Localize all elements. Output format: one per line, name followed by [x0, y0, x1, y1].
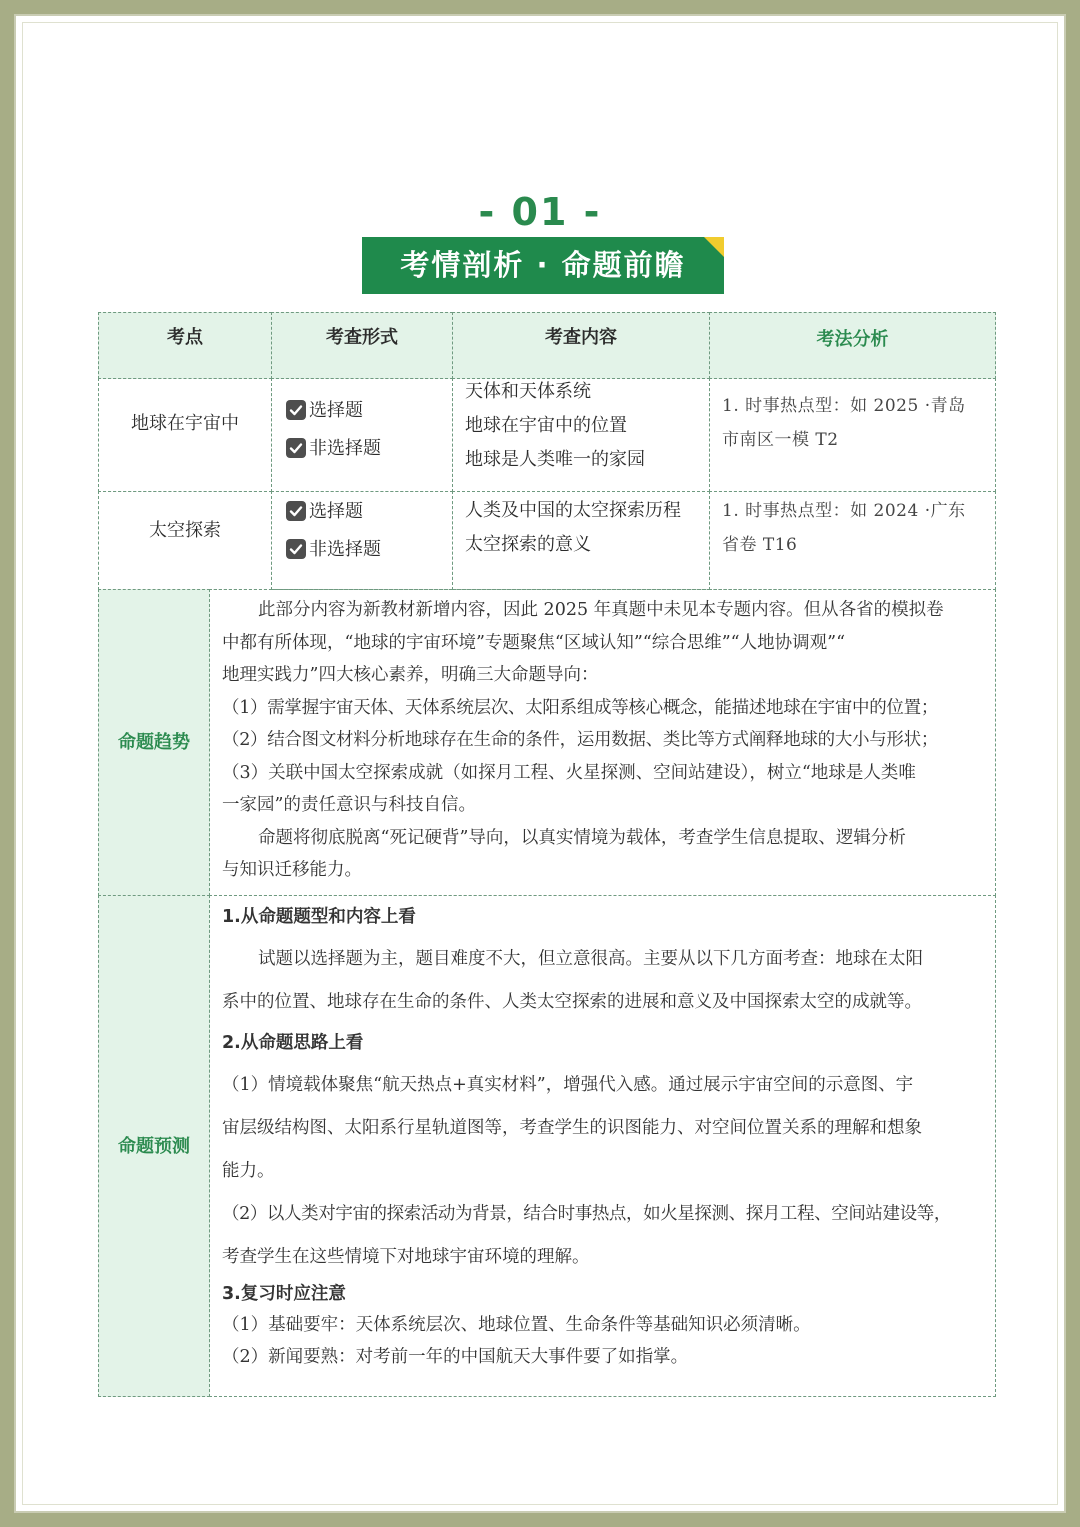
prediction-line: （1）基础要牢：天体系统层次、地球位置、生命条件等基础知识必须清晰。	[222, 1315, 811, 1335]
content-item: 地球是人类唯一的家园	[465, 449, 645, 470]
prediction-heading: 2.从命题思路上看	[222, 1033, 364, 1053]
checkbox-checked-icon	[286, 400, 306, 420]
section-title: 考情剖析 · 命题前瞻	[400, 248, 686, 282]
trend-label: 命题趋势	[98, 589, 210, 896]
trend-line: 一家园”的责任意识与科技自信。	[222, 795, 476, 815]
trend-line: 命题将彻底脱离“死记硬背”导向，以真实情境为载体，考查学生信息提取、逻辑分析	[258, 827, 906, 848]
content-item: 人类及中国的太空探索历程	[465, 500, 681, 521]
analysis-line: 市南区一模 T2	[722, 430, 839, 450]
content-item: 太空探索的意义	[465, 534, 591, 555]
row2-forms	[271, 491, 453, 590]
checkbox-checked-icon	[286, 438, 306, 458]
row2-topic: 太空探索	[98, 491, 272, 590]
prediction-heading: 3.复习时应注意	[222, 1284, 346, 1304]
trend-line: （2）结合图文材料分析地球存在生命的条件，运用数据、类比等方式阐释地球的大小与形状；	[222, 730, 939, 750]
prediction-label: 命题预测	[98, 895, 210, 1397]
prediction-line: 系中的位置、地球存在生命的条件、人类太空探索的进展和意义及中国探索太空的成就等。	[222, 992, 922, 1012]
row1-forms	[271, 378, 453, 492]
form-option: 选择题	[286, 391, 452, 429]
prediction-line: 试题以选择题为主，题目难度不大，但立意很高。主要从以下几方面考查：地球在太阳	[258, 949, 923, 969]
trend-line: 地理实践力”四大核心素养，明确三大命题导向：	[222, 665, 599, 685]
analysis-table	[98, 312, 996, 1397]
prediction-line: 考查学生在这些情境下对地球宇宙环境的理解。	[222, 1247, 590, 1267]
section-title-banner	[362, 237, 724, 294]
form-option: 非选择题	[286, 429, 452, 467]
prediction-line: （2）新闻要熟：对考前一年的中国航天大事件要了如指掌。	[222, 1347, 689, 1367]
trend-line: （3）关联中国太空探索成就（如探月工程、火星探测、空间站建设），树立“地球是人类唯	[222, 762, 916, 783]
prediction-content	[209, 895, 996, 1397]
header-form: 考查形式	[271, 312, 453, 379]
trend-content	[209, 589, 996, 896]
form-option: 选择题	[286, 492, 452, 530]
checkbox-checked-icon	[286, 539, 306, 559]
content-item: 地球在宇宙中的位置	[465, 415, 627, 436]
trend-line: 此部分内容为新教材新增内容，因此 2025 年真题中未见本专题内容。但从各省的模拟卷	[258, 600, 944, 620]
trend-line: （1）需掌握宇宙天体、天体系统层次、太阳系组成等核心概念，能描述地球在宇宙中的位置；	[222, 697, 939, 718]
trend-line: 中都有所体现，“地球的宇宙环境”专题聚焦“区域认知”“综合思维”“人地协调观”“	[222, 632, 846, 653]
section-number: - 01 -	[478, 190, 602, 234]
trend-line: 与知识迁移能力。	[222, 860, 362, 880]
analysis-line: 1. 时事热点型：如 2025 ·青岛	[722, 396, 966, 416]
checkbox-checked-icon	[286, 501, 306, 521]
header-content: 考查内容	[452, 312, 710, 379]
row1-analysis	[709, 378, 996, 492]
analysis-line: 省卷 T16	[722, 535, 798, 555]
prediction-line: （1）情境载体聚焦“航天热点+真实材料”，增强代入感。通过展示宇宙空间的示意图、宇	[222, 1075, 914, 1095]
analysis-line: 1. 时事热点型：如 2024 ·广东	[722, 501, 966, 521]
header-topic: 考点	[98, 312, 272, 379]
header-analysis: 考法分析	[709, 312, 996, 379]
banner-corner-decoration	[704, 237, 724, 257]
prediction-line: 能力。	[222, 1161, 275, 1181]
row2-analysis	[709, 491, 996, 590]
prediction-line: 宙层级结构图、太阳系行星轨道图等，考查学生的识图能力、对空间位置关系的理解和想象	[222, 1118, 922, 1138]
row1-topic: 地球在宇宙中	[98, 378, 272, 492]
row1-contents	[452, 378, 710, 492]
row2-contents	[452, 491, 710, 590]
form-option: 非选择题	[286, 530, 452, 568]
prediction-heading: 1.从命题题型和内容上看	[222, 907, 416, 927]
content-item: 天体和天体系统	[465, 381, 591, 402]
prediction-line: （2）以人类对宇宙的探索活动为背景，结合时事热点，如火星探测、探月工程、空间站建设等，	[222, 1204, 951, 1224]
